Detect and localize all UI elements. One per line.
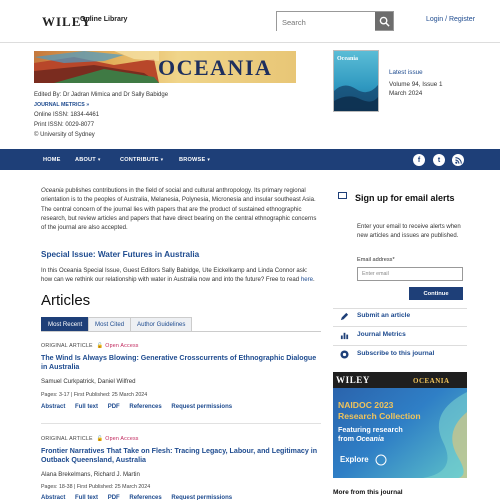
references-link[interactable]: References bbox=[129, 404, 162, 410]
continue-button[interactable]: Continue bbox=[409, 287, 463, 300]
article-title[interactable]: Frontier Narratives That Take on Flesh: Tracing Legacy, Labour, and Legitimacy in Outback Queensland, Australia bbox=[41, 447, 318, 465]
nav-browse-label: BROWSE bbox=[179, 157, 206, 163]
journal-info bbox=[34, 90, 168, 140]
ad-subtitle bbox=[338, 425, 428, 443]
search-button[interactable] bbox=[375, 12, 393, 30]
request-permissions-link[interactable]: Request permissions bbox=[171, 404, 233, 410]
search-box[interactable] bbox=[276, 11, 394, 31]
nav-about[interactable] bbox=[75, 157, 101, 163]
journal-title: OCEANIA bbox=[158, 55, 273, 80]
envelope-icon bbox=[338, 192, 347, 199]
abstract-link[interactable]: Abstract bbox=[41, 495, 66, 500]
email-field[interactable]: Enter email bbox=[357, 267, 463, 281]
issue-volume: Volume 94, Issue 1 bbox=[389, 81, 443, 88]
tabs-divider bbox=[41, 331, 321, 332]
bar-chart-icon bbox=[340, 331, 349, 340]
article-authors: Samuel Curkpatrick, Daniel Wilfred bbox=[41, 378, 136, 385]
edited-by: Edited By: Dr Jadran Mimica and Dr Sally Babidge bbox=[34, 92, 169, 98]
open-access-label: Open Access bbox=[105, 343, 139, 349]
submit-article-link[interactable]: Submit an article bbox=[357, 312, 411, 319]
subscribe-icon bbox=[340, 350, 349, 359]
signup-description: Enter your email to receive alerts when new articles and issues are published. bbox=[357, 224, 461, 239]
ad-subtitle-from: from bbox=[338, 434, 356, 443]
rss-icon[interactable] bbox=[452, 154, 464, 166]
article-pages: Pages: 3-17 | First Published: 25 March 2024 bbox=[41, 392, 148, 398]
online-library-label: Online Library bbox=[80, 16, 128, 23]
journal-description bbox=[41, 186, 321, 232]
full-text-link[interactable]: Full text bbox=[75, 495, 99, 500]
nav-contribute-label: CONTRIBUTE bbox=[120, 157, 159, 163]
full-text-link[interactable]: Full text bbox=[75, 404, 99, 410]
nav-browse[interactable] bbox=[179, 157, 210, 163]
ad-subtitle-line2 bbox=[338, 434, 428, 443]
search-icon bbox=[379, 16, 390, 27]
references-link[interactable]: References bbox=[129, 495, 162, 500]
twitter-icon[interactable]: t bbox=[433, 154, 445, 166]
pencil-icon bbox=[340, 312, 349, 321]
copyright: © University of Sydney bbox=[34, 132, 95, 138]
pdf-link[interactable]: PDF bbox=[107, 495, 120, 500]
header-divider bbox=[0, 42, 500, 43]
special-issue-body bbox=[41, 266, 319, 285]
open-access-badge: 🔓 Open Access bbox=[96, 436, 139, 442]
article-type bbox=[41, 436, 139, 442]
cover-title: Oceania bbox=[337, 56, 358, 62]
chevron-down-icon: ▾ bbox=[160, 157, 164, 163]
special-here-link[interactable]: here bbox=[300, 276, 314, 284]
ad-subtitle-line1: Featuring research bbox=[338, 425, 403, 434]
email-label: Email address* bbox=[357, 257, 395, 263]
pdf-link[interactable]: PDF bbox=[107, 404, 120, 410]
open-access-badge: 🔓 Open Access bbox=[96, 343, 139, 349]
print-issn: Print ISSN: 0029-8077 bbox=[34, 122, 95, 128]
ad-oceania-logo: OCEANIA bbox=[413, 377, 450, 385]
online-issn: Online ISSN: 1834-4461 bbox=[34, 112, 100, 118]
issue-date: March 2024 bbox=[389, 90, 423, 97]
intro-text: publishes contributions in the field of social and cultural anthropology. Its primary regional orientation is to the peoples of Australia, Melanesia, Polynesia, Micronesia and insular southeast Asia. The central concern of the journal lies with papers that are the product of sustained ethnographic research, but review articles and papers that have direct bearing on the central ethnographic concerns of the journal are also accepted. bbox=[41, 187, 317, 232]
chevron-down-icon: ▾ bbox=[97, 157, 101, 163]
tab-author-guidelines[interactable]: Author Guidelines bbox=[130, 317, 192, 332]
ad-wiley-logo: WILEY bbox=[336, 375, 371, 385]
journal-metrics-link[interactable]: JOURNAL METRICS » bbox=[34, 102, 90, 108]
latest-issue bbox=[389, 68, 443, 98]
abstract-link[interactable]: Abstract bbox=[41, 404, 66, 410]
tab-most-cited[interactable]: Most Cited bbox=[88, 317, 131, 332]
article-type-label: ORIGINAL ARTICLE bbox=[41, 436, 93, 442]
facebook-icon[interactable]: f bbox=[413, 154, 425, 166]
search-input[interactable] bbox=[277, 14, 375, 32]
tab-most-recent[interactable]: Most Recent bbox=[41, 317, 89, 332]
article-pages: Pages: 18-38 | First Published: 25 March 2024 bbox=[41, 484, 151, 490]
login-register-link[interactable]: Login / Register bbox=[426, 16, 476, 23]
more-from-journal-heading: More from this journal bbox=[333, 489, 403, 496]
article-type-label: ORIGINAL ARTICLE bbox=[41, 343, 93, 349]
article-divider bbox=[41, 423, 321, 424]
ad-explore-button[interactable]: Explore bbox=[340, 455, 369, 464]
special-body-text: In this Oceania Special Issue, Guest Editors Sally Babidge, Ute Eickelkamp and Linda Connor ask: how can we rethink our relationship with water in Australia now and into the future? Free to read bbox=[41, 267, 308, 284]
request-permissions-link[interactable]: Request permissions bbox=[171, 495, 233, 500]
subscribe-link[interactable]: Subscribe to this journal bbox=[357, 350, 435, 357]
nav-contribute[interactable] bbox=[120, 157, 163, 163]
intro-journal-name: Oceania bbox=[41, 187, 64, 194]
wiley-logo[interactable]: WILEY bbox=[42, 14, 92, 29]
article-authors: Alana Brekelmans, Richard J. Martin bbox=[41, 471, 140, 478]
article-title[interactable]: The Wind Is Always Blowing: Generative Crosscurrents of Ethnographic Dialogue in Australia bbox=[41, 354, 317, 372]
ad-headline: NAIDOC 2023 Research Collection bbox=[338, 400, 421, 421]
signup-title: Sign up for email alerts bbox=[355, 193, 455, 203]
special-issue-title[interactable]: Special Issue: Water Futures in Australia bbox=[41, 250, 200, 259]
nav-home-label: HOME bbox=[43, 157, 61, 163]
articles-heading: Articles bbox=[41, 292, 91, 309]
article-actions bbox=[41, 495, 240, 500]
ad-subtitle-journal: Oceania bbox=[355, 434, 384, 443]
special-body-end: . bbox=[313, 276, 315, 284]
latest-issue-link[interactable]: Latest issue bbox=[389, 69, 423, 76]
chevron-down-icon: ▾ bbox=[207, 157, 211, 163]
article-actions bbox=[41, 404, 240, 410]
sidebar-divider bbox=[333, 345, 467, 346]
journal-metrics-sidebar-link[interactable]: Journal Metrics bbox=[357, 331, 406, 338]
nav-home[interactable] bbox=[43, 157, 61, 163]
sidebar-divider bbox=[333, 326, 467, 327]
open-access-label: Open Access bbox=[105, 436, 139, 442]
nav-about-label: ABOUT bbox=[75, 157, 96, 163]
sidebar-divider bbox=[333, 308, 467, 309]
rss-glyph bbox=[455, 157, 462, 164]
article-type bbox=[41, 343, 139, 349]
